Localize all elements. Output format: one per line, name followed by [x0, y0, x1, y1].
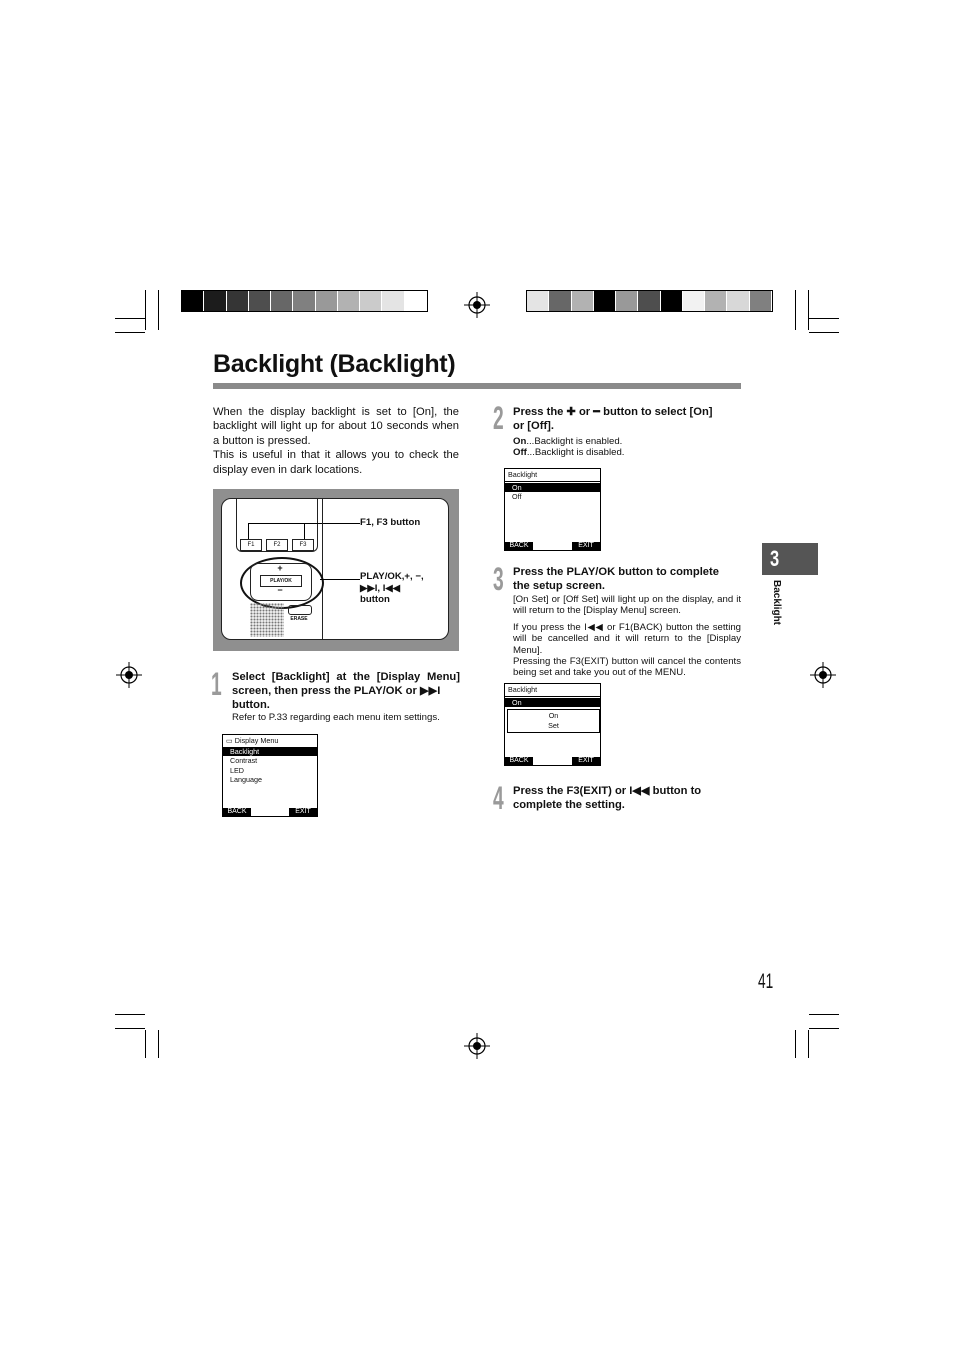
- crop-mark: [809, 332, 839, 333]
- plus-icon: ✚: [566, 406, 576, 418]
- option-label: On: [513, 436, 527, 447]
- step-text: Press the: [513, 785, 567, 797]
- erase-key[interactable]: [288, 605, 312, 615]
- chapter-tab: [762, 543, 818, 575]
- crop-mark: [115, 318, 145, 319]
- crop-mark: [145, 290, 146, 330]
- option-on: [513, 436, 624, 447]
- color-bar-right: [526, 290, 773, 312]
- f2-key[interactable]: F2: [266, 539, 288, 551]
- popup-line: Set: [548, 721, 559, 730]
- registration-mark-icon: [464, 1033, 490, 1059]
- step-number: 4: [493, 780, 504, 816]
- option-desc: ...Backlight is disabled.: [526, 447, 625, 459]
- intro-paragraph: When the display backlight is set to [On], the backlight will light up for about 10 seconds when a button is pressed.: [213, 406, 459, 447]
- crop-mark: [809, 1028, 839, 1029]
- color-swatch: [293, 291, 315, 311]
- plus-key[interactable]: +: [277, 563, 283, 573]
- menu-icon: ▭: [226, 736, 233, 745]
- menu-item-language[interactable]: Language: [230, 774, 262, 784]
- step-heading: [513, 565, 741, 593]
- page-number: 41: [758, 970, 774, 993]
- step-heading: [232, 670, 460, 712]
- title-rule: [213, 383, 741, 389]
- step-text: or [Off].: [513, 420, 555, 432]
- registration-mark-icon: [116, 662, 142, 688]
- color-swatch: [750, 291, 772, 311]
- step-heading: [513, 784, 741, 812]
- note-text: [On Set] or [Off Set] will light up on the display, and it will return to the [Display Menu] screen.: [513, 594, 741, 617]
- step-options: [513, 436, 624, 459]
- step-text: complete the setting.: [513, 799, 625, 811]
- menu-item-backlight[interactable]: Backlight: [223, 747, 317, 756]
- lcd-header-label: Display Menu: [234, 736, 279, 745]
- pointer-line: [248, 523, 304, 524]
- step-text: the setup screen.: [513, 580, 606, 592]
- color-swatch: [227, 291, 249, 311]
- color-swatch: [527, 291, 549, 311]
- popup-line: On: [548, 711, 559, 720]
- callout-play-line: PLAY/OK,+, −,: [360, 571, 424, 582]
- color-swatch: [594, 291, 616, 311]
- crop-mark: [795, 1030, 796, 1058]
- note-text-part: or F1(BACK) button the setting will be cancelled and it will return to the [Display Menu].: [513, 621, 741, 656]
- color-swatch: [182, 291, 204, 311]
- crop-mark: [809, 318, 839, 319]
- key-label: PLAY/OK: [353, 685, 403, 697]
- f1-key[interactable]: F1: [240, 539, 262, 551]
- erase-label: ERASE: [290, 616, 308, 622]
- color-swatch: [683, 291, 705, 311]
- crop-mark: [115, 1028, 145, 1029]
- step-note: [513, 594, 741, 679]
- color-swatch: [338, 291, 360, 311]
- color-swatch: [572, 291, 594, 311]
- step-note: Refer to P.33 regarding each menu item settings.: [232, 712, 440, 723]
- callout-f1f3: F1, F3 button: [360, 517, 421, 528]
- lcd-backlight: [504, 468, 601, 551]
- color-swatch: [271, 291, 293, 311]
- device-edge: [322, 499, 323, 640]
- callout-play: [360, 571, 424, 606]
- color-swatch: [616, 291, 638, 311]
- note-text: Pressing the F3(EXIT) button will cancel the contents being set and take you out of the MENU.: [513, 656, 741, 679]
- pointer-line: [304, 523, 360, 524]
- chapter-number: 3: [770, 546, 780, 571]
- crop-mark: [808, 1030, 809, 1058]
- color-swatch: [705, 291, 727, 311]
- step-text: Press the: [513, 406, 567, 418]
- option-item-on[interactable]: On: [505, 698, 600, 707]
- lcd-header: [223, 735, 317, 747]
- pointer-line: [320, 579, 360, 580]
- option-label: Off: [513, 447, 527, 459]
- crop-mark: [115, 1014, 145, 1015]
- device-body: [221, 498, 449, 640]
- crop-mark: [158, 1030, 159, 1058]
- crop-mark: [115, 332, 145, 333]
- menu-item-led[interactable]: LED: [230, 765, 244, 775]
- note-text: [513, 622, 741, 656]
- step-number: 1: [211, 666, 222, 702]
- crop-mark: [145, 1030, 146, 1058]
- option-off: [513, 447, 624, 458]
- step-text: button to select [On]: [600, 406, 713, 418]
- intro-text: [213, 405, 459, 477]
- color-swatch: [549, 291, 571, 311]
- color-swatch: [727, 291, 749, 311]
- step-text: button to complete: [615, 566, 719, 578]
- back-softkey[interactable]: BACK: [505, 542, 533, 550]
- crop-mark: [158, 290, 159, 330]
- step-number: 3: [493, 561, 504, 597]
- skip-back-icon: I◀◀: [584, 621, 604, 633]
- step-heading: [513, 405, 741, 433]
- exit-softkey[interactable]: EXIT: [572, 757, 600, 765]
- note-text-part: If you press the: [513, 621, 585, 633]
- exit-softkey[interactable]: EXIT: [289, 808, 317, 816]
- callout-play-line: button: [360, 594, 390, 605]
- option-desc: ...Backlight is enabled.: [526, 436, 623, 447]
- color-swatch: [316, 291, 338, 311]
- step-number: 2: [493, 400, 504, 436]
- step-text: or: [575, 406, 594, 418]
- page-title: Backlight (Backlight): [213, 350, 456, 378]
- registration-mark-icon: [810, 662, 836, 688]
- crop-mark: [808, 290, 809, 330]
- option-item-on[interactable]: On: [505, 483, 600, 492]
- color-swatch: [661, 291, 683, 311]
- f3-key[interactable]: F3: [292, 539, 314, 551]
- lcd-backlight-set: [504, 683, 601, 766]
- step-text: or ▶▶I: [402, 685, 441, 697]
- color-bar-left: [181, 290, 428, 312]
- step-text: Select [Backlight] at the [Display Menu] screen, then press the: [232, 671, 460, 697]
- device-illustration: [213, 489, 459, 651]
- minus-key[interactable]: −: [277, 585, 283, 595]
- minus-icon: ━: [593, 406, 601, 418]
- color-swatch: [249, 291, 271, 311]
- back-softkey[interactable]: BACK: [223, 808, 251, 816]
- key-label: PLAY/OK: [566, 566, 616, 578]
- color-swatch: [382, 291, 404, 311]
- pointer-line: [304, 523, 305, 539]
- play-ok-key[interactable]: PLAY/OK: [260, 575, 302, 587]
- pointer-line: [248, 523, 249, 539]
- exit-softkey[interactable]: EXIT: [572, 542, 600, 550]
- option-item-off[interactable]: Off: [512, 492, 522, 502]
- step-text: button.: [232, 699, 270, 711]
- crop-mark: [795, 290, 796, 330]
- color-swatch: [405, 291, 427, 311]
- color-swatch: [638, 291, 660, 311]
- registration-mark-icon: [464, 292, 490, 318]
- lcd-header: Backlight: [505, 469, 600, 482]
- crop-mark: [809, 1014, 839, 1015]
- back-softkey[interactable]: BACK: [505, 757, 533, 765]
- step-text: Press the: [513, 566, 567, 578]
- lcd-header: Backlight: [505, 684, 600, 697]
- step-text: or I◀◀ button to: [611, 785, 702, 797]
- menu-item-contrast[interactable]: Contrast: [230, 756, 258, 766]
- callout-play-line: ▶▶I, I◀◀: [360, 582, 401, 594]
- intro-paragraph: This is useful in that it allows you to check the display even in dark locations.: [213, 449, 459, 476]
- confirm-popup: [507, 709, 600, 733]
- chapter-label: Backlight: [771, 580, 782, 626]
- lcd-display-menu: [222, 734, 318, 817]
- speaker-grille: [250, 603, 284, 637]
- color-swatch: [360, 291, 382, 311]
- color-swatch: [204, 291, 226, 311]
- key-label: F3(EXIT): [566, 785, 612, 797]
